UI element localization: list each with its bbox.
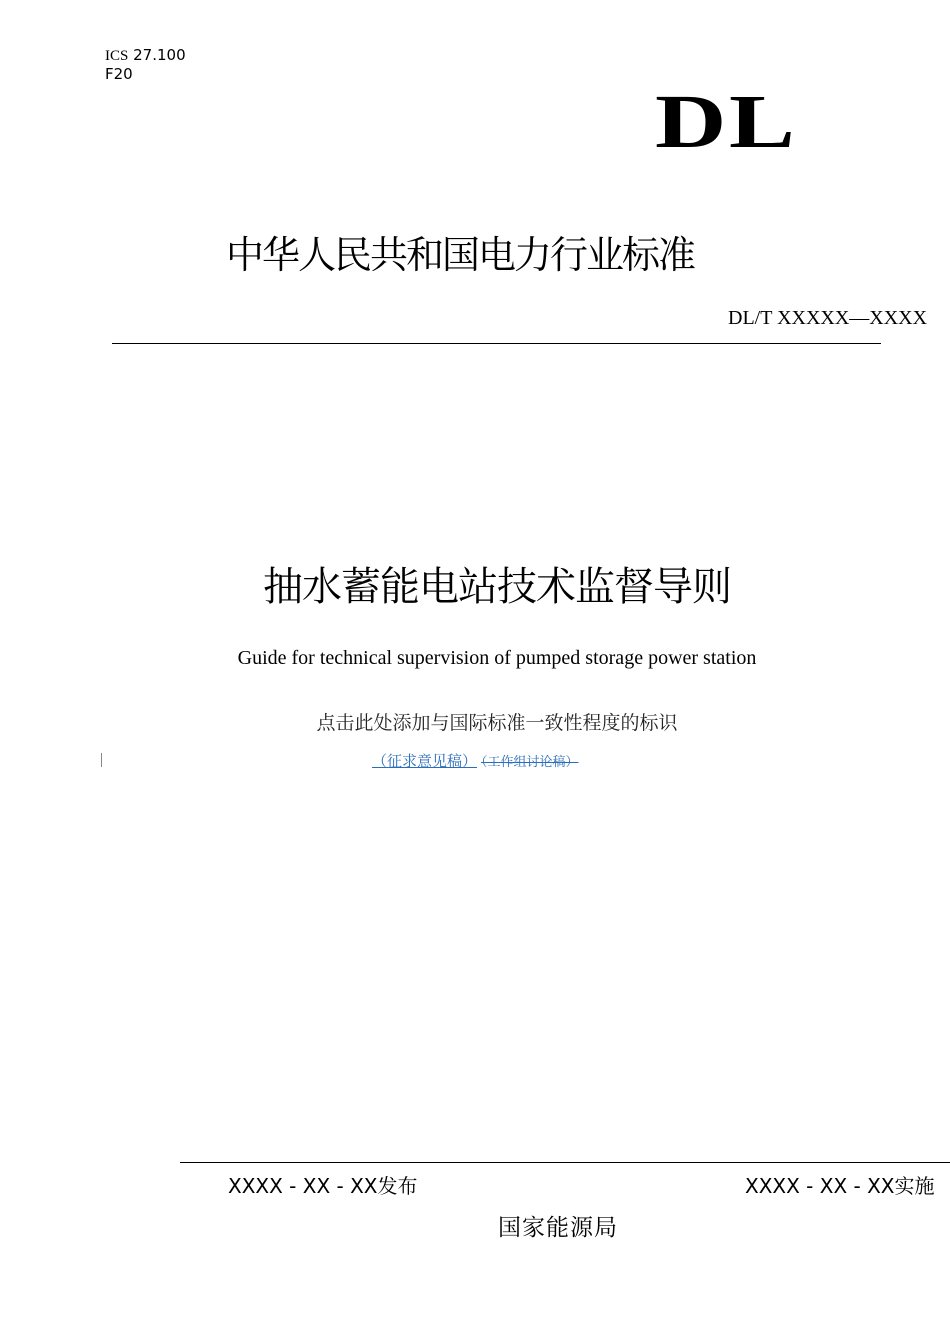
consistency-note-field[interactable]: 点击此处添加与国际标准一致性程度的标识: [316, 712, 678, 734]
issuing-authority: 国家能源局: [498, 1215, 618, 1241]
industry-standard-title: 中华人民共和国电力行业标准: [225, 233, 694, 277]
classification-code: F20: [105, 65, 133, 83]
draft-stage: [372, 750, 579, 774]
draft-stage-deleted: （工作组讨论稿）: [481, 755, 579, 770]
header-divider: [112, 343, 881, 344]
standard-number: DL/T XXXXX—XXXX: [728, 307, 928, 329]
revision-change-bar: [101, 753, 102, 767]
document-title-en: Guide for technical supervision of pumped storage power station: [237, 647, 757, 669]
document-title-cn: 抽水蓄能电站技术监督导则: [263, 564, 731, 610]
footer-divider: [180, 1162, 950, 1163]
ics-number: 27.100: [133, 46, 186, 64]
ics-label: ICS: [105, 48, 129, 64]
issue-date: XXXX - XX - XX发布: [228, 1174, 418, 1198]
implementation-date: XXXX - XX - XX实施: [745, 1174, 935, 1198]
draft-stage-inserted: （征求意见稿）: [372, 752, 478, 770]
dl-logo: DL: [655, 80, 798, 164]
ics-code: [105, 46, 186, 65]
